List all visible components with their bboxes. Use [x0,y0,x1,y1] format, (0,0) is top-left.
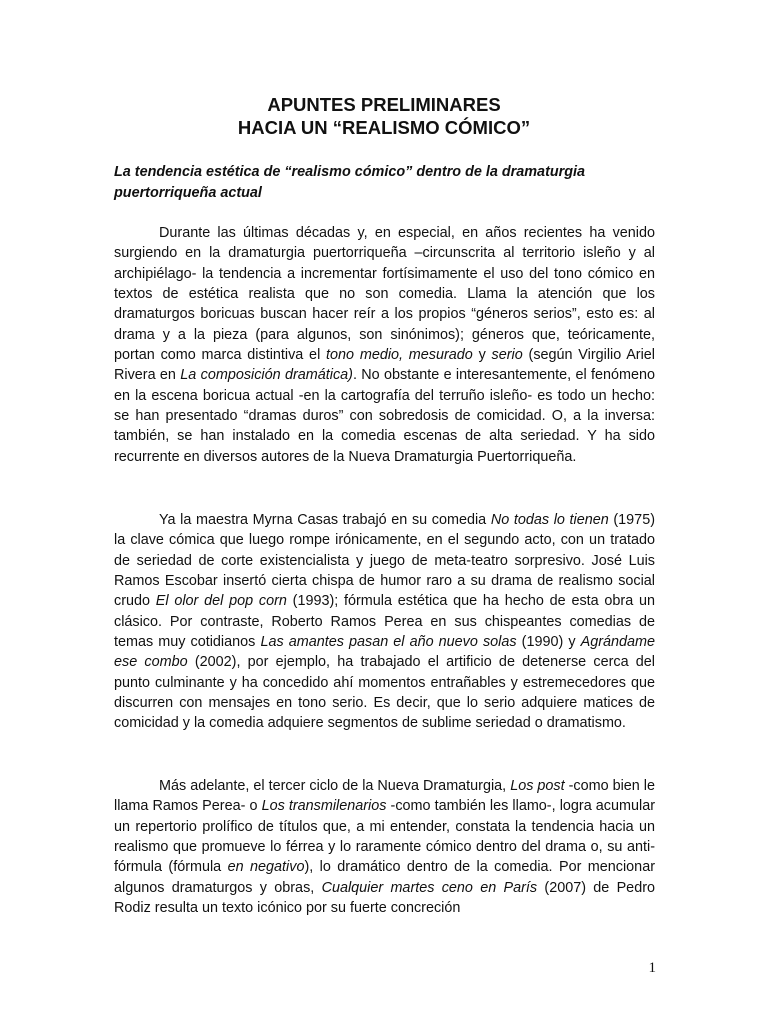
text-run: y [472,347,492,364]
italic-run: Agrándame ese combo [114,634,656,671]
text-run: (1993); fórmula estética que ha hecho de esta obra un clásico. Por contraste, Roberto Ramos Perea en sus chispeantes comedias de temas muy cotidianos [114,593,656,651]
paragraph-3 [114,776,655,918]
italic-run: La composición dramática) [180,367,353,384]
italic-run: Los post [510,778,565,794]
paragraph-2 [114,510,655,734]
text-run: (según Virgilio Ariel Rivera en [114,347,655,384]
text-run: (1990) y [516,634,581,651]
text-run: Ya la maestra Myrna Casas trabajó en su comedia [159,512,491,528]
text-run: Más adelante, el tercer ciclo de la Nueva Dramaturgia, [159,778,511,794]
text-run: (1975) la clave cómica que luego rompe irónicamente, en el segundo acto, con un tratado de seriedad de corte existencialista y juego de meta-teatro sorpresivo. José Luis Ramos Escobar insertó cierta chispa de humor raro a su drama de realismo social crudo [114,512,655,610]
paragraph-1 [114,223,655,467]
text-run: Durante las últimas décadas y, en especial, en años recientes ha venido surgiendo en la dramaturgia puertorriqueña –circunscrita al territorio isleño y al archipiélago- la tendencia a incrementar fortísimamente el uso del tono cómico en textos de estética realista que no son comedia. Llama la atención que los dramaturgos boricuas buscan hacer reír a los propios “géneros serios”, esto es: al drama y a la pieza (para algunos, son sinónimos); géneros que, teóricamente, portan como marca distintiva el [114,225,655,364]
italic-run: No todas lo tienen [490,512,609,528]
italic-run: El olor del pop corn [155,593,287,610]
italic-run: serio [491,347,523,364]
document-title-line-1: APUNTES PRELIMINARES [267,94,501,115]
italic-run: Cualquier martes ceno en París [321,879,538,896]
text-run: -como bien le llama Ramos Perea- o [114,778,655,815]
document-title-line-2: HACIA UN “REALISMO CÓMICO” [237,117,531,138]
text-run: . No obstante e interesantemente, el fenómeno en la escena boricua actual -en la cartografía del terruño isleño- es todo un hecho: se han presentado “dramas duros” con sobredosis de comicidad. O, a la inversa: también, se han instalado en la comedia escenas de alta seriedad. Y ha sido recurrente en diversos autores de la Nueva Dramaturgia Puertorriqueña. [114,367,655,465]
italic-run: Las amantes pasan el año nuevo solas [260,634,517,651]
text-run: (2002), por ejemplo, ha trabajado el artificio de detenerse cerca del punto culminante y ha concedido ahí momentos entrañables y estremecedores que discurren con mensajes en tono serio. Es decir, que lo serio adquiere matices de comicidad y la comedia adquiere segmentos de sublime seriedad o dramatismo. [114,654,655,732]
italic-run: en negativo [227,859,305,876]
text-run: (2007) de Pedro Rodiz resulta un texto icónico por su fuerte concreción [114,879,655,917]
text-run: -como también les llamo-, logra acumular un repertorio prolífico de títulos que, a mi entender, constata la tendencia hacia un realismo que promueve lo férrea y lo raramente cómico dentro del drama o, su anti-fórmula (fórmula [114,798,655,876]
italic-run: Los transmilenarios [261,798,387,815]
text-run: ), lo dramático dentro de la comedia. Por mencionar algunos dramaturgos y obras, [114,859,655,896]
page-number: 1 [648,960,656,976]
italic-run: tono medio, mesurado [326,347,473,364]
section-subtitle: La tendencia estética de “realismo cómico” dentro de la dramaturgia puertorriqueña actual [114,164,586,201]
